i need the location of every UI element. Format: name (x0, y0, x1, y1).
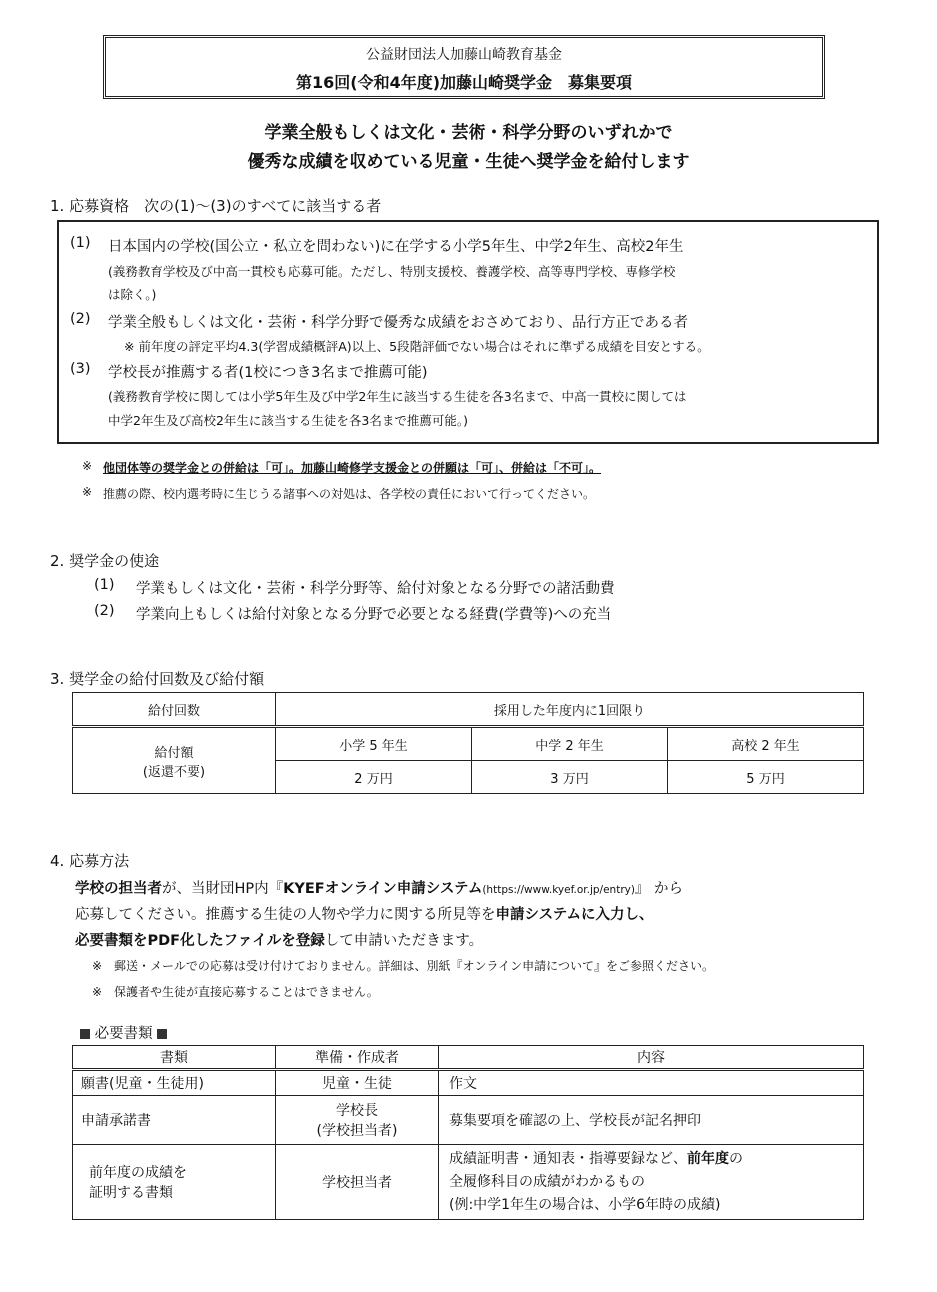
preparer-student: 児童・生徒 (276, 1070, 439, 1096)
lead-line-1: 学業全般もしくは文化・芸術・科学分野のいずれかで (264, 123, 673, 143)
grade-high-school: 高校 2 年生 (668, 727, 864, 761)
item1-sub1: (義務教育学校及び中高一貫校も応募可能。ただし、特別支援校、養護学校、高等専門学校、専修学校 (108, 264, 676, 279)
note2-mark: ※ (82, 485, 93, 499)
item1-num: (1) (70, 235, 91, 251)
note1-mark: ※ (82, 459, 93, 473)
use1-text: 学業もしくは文化・芸術・科学分野等、給付対象となる分野での諸活動費 (136, 581, 615, 597)
payment-count-value: 採用した年度内に1回限り (276, 693, 864, 727)
payment-amount-label (73, 727, 276, 794)
school-staff-label: (学校担当者) (316, 1123, 398, 1139)
docs-heading: 必要書類 (94, 1026, 153, 1042)
item3-sub1: (義務教育学校に関しては小学5年生及び中学2年生に該当する生徒を各3名まで、中高一貫校に関しては (108, 389, 687, 404)
item2-num: (2) (70, 311, 91, 327)
method-line-2 (75, 903, 654, 924)
square-bullet-icon (157, 1029, 167, 1039)
system-url: (https://www.kyef.or.jp/entry) (482, 884, 635, 896)
section3-heading: 3. 奨学金の給付回数及び給付額 (50, 670, 265, 688)
method-text: して申請いただきます。 (324, 933, 484, 949)
amount-high-school: 5 万円 (668, 761, 864, 794)
method-text: が、当財団HP内『 (162, 881, 284, 897)
preparer-principal (276, 1096, 439, 1145)
doc-grades (73, 1145, 276, 1220)
content-consent: 募集要項を確認の上、学校長が記名押印 (439, 1096, 864, 1145)
payment-count-label: 給付回数 (73, 693, 276, 727)
no-repay-label: (返還不要) (142, 764, 206, 780)
table-row (73, 727, 864, 761)
use1-num: (1) (94, 577, 115, 593)
table-row (73, 693, 864, 727)
section4-heading: 4. 応募方法 (50, 852, 130, 870)
header-box (103, 35, 825, 99)
col-header-doc: 書類 (73, 1046, 276, 1070)
method-text: 』 から (634, 881, 684, 897)
lead-line-2: 優秀な成績を収めている児童・生徒へ奨学金を給付します (247, 152, 690, 172)
use2-num: (2) (94, 603, 115, 619)
note1-text: 他団体等の奨学金との併給は「可」。加藤山崎修学支援金との併願は「可」、併給は「不可」。 (103, 461, 602, 475)
payment-table (72, 692, 864, 794)
method-text: 応募してください。推薦する生徒の人物や学力に関する所見等を (75, 907, 496, 923)
item2-sub1: ※ 前年度の評定平均4.3(学習成績概評A)以上、5段階評価でない場合はそれに準ずる成績を目安とする。 (124, 339, 710, 354)
item1-text: 日本国内の学校(国公立・私立を問わない)に在学する小学5年生、中学2年生、高校2年生 (108, 239, 684, 255)
previous-year-emphasis: 前年度 (687, 1150, 729, 1167)
section2-heading: 2. 奨学金の使途 (50, 552, 160, 570)
doc-grades-line2: 証明する書類 (89, 1185, 173, 1201)
method-emphasis: 申請システムに入力し、 (495, 907, 654, 923)
doc-application: 願書(児童・生徒用) (73, 1070, 276, 1096)
item3-num: (3) (70, 361, 91, 377)
note2-text: 推薦の際、校内選考時に生じうる諸事への対処は、各学校の責任において行ってください。 (103, 487, 596, 501)
item1-sub2: は除く。) (108, 287, 157, 302)
org-name: 公益財団法人加藤山崎教育基金 (366, 47, 562, 63)
col-header-preparer: 準備・作成者 (276, 1046, 439, 1070)
table-row (73, 1046, 864, 1070)
preparer-staff: 学校担当者 (276, 1145, 439, 1220)
item3-text: 学校長が推薦する者(1校につき3名まで推薦可能) (108, 365, 428, 381)
table-row (73, 1145, 864, 1220)
method-emphasis: 必要書類をPDF化したファイルを登録 (75, 933, 325, 949)
grade-junior-high: 中学 2 年生 (472, 727, 668, 761)
item2-text: 学業全般もしくは文化・芸術・科学分野で優秀な成績をおさめており、品行方正である者 (108, 315, 688, 331)
amount-elementary: 2 万円 (276, 761, 472, 794)
content-grades-line2: 全履修科目の成績がわかるもの (449, 1173, 645, 1190)
use2-text: 学業向上もしくは給付対象となる分野で必要となる経費(学費等)への充当 (136, 607, 612, 623)
method-note-2: ※ 保護者や生徒が直接応募することはできません。 (92, 985, 379, 999)
school-staff-text: 学校の担当者 (75, 881, 162, 897)
square-bullet-icon (80, 1029, 90, 1039)
content-grades-line3: (例:中学1年生の場合は、小学6年時の成績) (449, 1196, 721, 1213)
content-grades-text: の (729, 1150, 743, 1167)
method-note-1: ※ 郵送・メールでの応募は受け付けておりません。詳細は、別紙『オンライン申請について』をご参照ください。 (92, 959, 714, 973)
amount-label: 給付額 (154, 745, 194, 761)
page-title: 第16回(令和4年度)加藤山崎奨学金 募集要項 (295, 73, 633, 92)
doc-consent: 申請承諾書 (73, 1096, 276, 1145)
docs-heading-row (80, 1022, 167, 1043)
grade-elementary: 小学 5 年生 (276, 727, 472, 761)
method-line-1 (75, 877, 683, 898)
content-grades (439, 1145, 864, 1220)
table-row (73, 1070, 864, 1096)
item3-sub2: 中学2年生及び高校2年生に該当する生徒を各3名まで推薦可能。) (108, 413, 468, 428)
content-essay: 作文 (439, 1070, 864, 1096)
method-line-3 (75, 929, 483, 950)
system-name: KYEFオンライン申請システム (283, 881, 483, 897)
doc-grades-line1: 前年度の成績を (89, 1165, 187, 1181)
content-grades-text: 成績証明書・通知表・指導要録など、 (449, 1150, 687, 1167)
principal-label: 学校長 (336, 1103, 378, 1119)
col-header-content: 内容 (439, 1046, 864, 1070)
table-row (73, 1096, 864, 1145)
section1-heading: 1. 応募資格 次の(1)～(3)のすべてに該当する者 (50, 197, 382, 215)
required-docs-table (72, 1045, 864, 1220)
amount-junior-high: 3 万円 (472, 761, 668, 794)
